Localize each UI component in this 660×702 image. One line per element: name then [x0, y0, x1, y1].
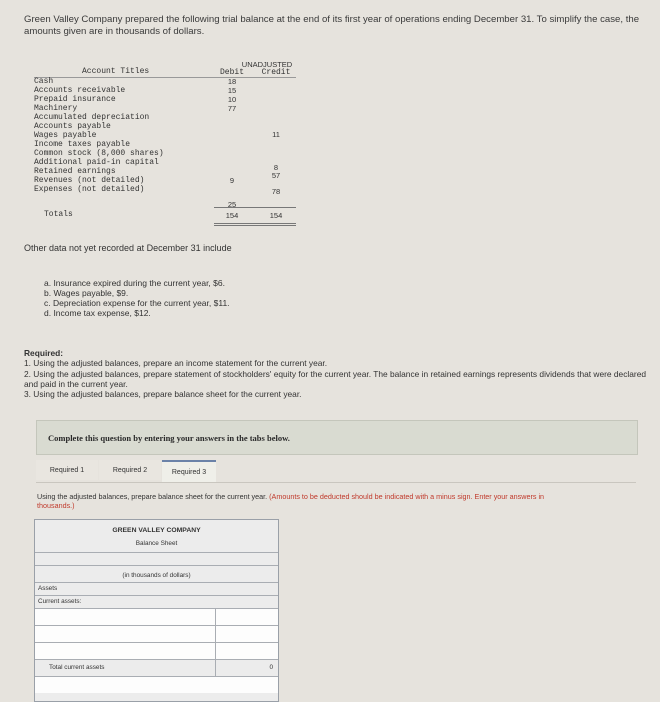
col-header-credit: Credit — [261, 68, 291, 77]
tb-account: Accumulated depreciation — [34, 113, 150, 122]
col-header-debit: Debit — [219, 68, 244, 77]
divider — [35, 565, 278, 566]
instruction-banner — [36, 420, 638, 455]
tb-debit: 77 — [227, 104, 237, 113]
tb-debit: 18 — [227, 77, 237, 86]
account-select[interactable] — [35, 609, 216, 625]
tab-instruction — [37, 492, 568, 510]
tab-required-1[interactable]: Required 1 — [36, 460, 98, 480]
tb-account: Cash — [34, 77, 54, 86]
tb-debit: 25 — [227, 200, 237, 209]
required-item: 2. Using the adjusted balances, prepare statement of stockholders' equity for the current year. The balance in retained earnings represents dividends that were declared and paid in the current year. — [24, 368, 647, 389]
double-underline — [214, 223, 296, 228]
tb-account: Machinery — [34, 104, 78, 113]
tb-account: Income taxes payable — [34, 140, 131, 149]
tab-required-3[interactable]: Required 3 — [162, 460, 216, 482]
divider — [35, 582, 278, 583]
statement-title: Balance Sheet — [135, 540, 178, 547]
intro-text: Green Valley Company prepared the following trial balance at the end of its first year of operations ending December 31. To simplify the case, the amounts given are in thousands of dollars. — [24, 14, 640, 37]
units-label: (in thousands of dollars) — [122, 572, 191, 579]
tb-row — [34, 113, 296, 121]
tab-bar — [36, 460, 636, 482]
current-asset-row-2[interactable] — [35, 626, 278, 643]
tb-account: Retained earnings — [34, 167, 116, 176]
tb-total-credit: 154 — [269, 211, 283, 220]
instruction-text: Using the adjusted balances, prepare balance sheet for the current year. — [37, 492, 268, 501]
trial-balance-group-header: UNADJUSTED — [241, 60, 293, 69]
tb-row — [34, 95, 296, 103]
tb-row — [34, 77, 296, 85]
divider — [35, 595, 278, 596]
required-item: 3. Using the adjusted balances, prepare balance sheet for the current year. — [24, 389, 302, 400]
list-item: b. Wages payable, $9. — [44, 288, 129, 298]
col-header-account-titles: Account Titles — [82, 67, 150, 76]
tb-debit: 15 — [227, 86, 237, 95]
tb-total-debit: 154 — [225, 211, 239, 220]
divider — [35, 552, 278, 553]
assets-label: Assets — [38, 585, 58, 592]
tb-total-label: Totals — [44, 210, 73, 219]
tb-account: Expenses (not detailed) — [34, 185, 145, 194]
tb-row — [34, 104, 296, 112]
current-asset-row-1[interactable] — [35, 609, 278, 626]
list-item: a. Insurance expired during the current year, $6. — [44, 278, 225, 288]
tb-row — [34, 86, 296, 94]
tb-account: Prepaid insurance — [34, 95, 116, 104]
next-input-row[interactable] — [35, 677, 278, 693]
column-divider — [215, 660, 216, 676]
required-section — [24, 348, 654, 399]
account-select[interactable] — [35, 626, 216, 642]
tb-credit: 57 — [271, 171, 281, 180]
company-name: GREEN VALLEY COMPANY — [112, 527, 201, 534]
tb-credit: 11 — [272, 130, 280, 139]
required-item: 1. Using the adjusted balances, prepare an income statement for the current year. — [24, 358, 328, 369]
current-assets-label: Current assets: — [38, 598, 82, 605]
other-data-heading: Other data not yet recorded at December 31 include — [24, 243, 232, 253]
tb-account: Additional paid-in capital — [34, 158, 159, 167]
required-heading: Required: — [24, 348, 64, 358]
total-current-assets-label: Total current assets — [49, 664, 105, 671]
balance-sheet-form — [34, 519, 279, 702]
tb-credit: 8 — [273, 163, 279, 172]
trial-balance — [34, 60, 296, 236]
current-asset-row-3[interactable] — [35, 643, 278, 660]
list-item: c. Depreciation expense for the current year, $11. — [44, 298, 230, 308]
banner-text: Complete this question by entering your answers in the tabs below. — [48, 433, 290, 443]
account-select[interactable] — [35, 643, 216, 659]
sum-line — [214, 207, 296, 208]
tb-debit: 10 — [227, 95, 237, 104]
tb-debit: 9 — [229, 176, 235, 185]
tb-credit: 78 — [271, 187, 281, 196]
tb-total-row — [34, 210, 296, 218]
tb-account: Revenues (not detailed) — [34, 176, 145, 185]
list-item: d. Income tax expense, $12. — [44, 308, 151, 318]
tb-account: Accounts payable — [34, 122, 111, 131]
instruction-note: (Amounts to be deducted should be indicated with a minus sign. Enter your answers in thousands.) — [37, 492, 545, 510]
tb-row — [34, 185, 296, 209]
other-data-list — [44, 278, 230, 318]
tb-account: Common stock (8,000 shares) — [34, 149, 164, 158]
tb-account: Wages payable — [34, 131, 97, 140]
tb-row — [34, 140, 296, 148]
total-current-assets-value: 0 — [269, 664, 273, 671]
total-current-assets-row — [35, 660, 278, 677]
tab-required-2[interactable]: Required 2 — [99, 460, 161, 480]
tb-row — [34, 131, 296, 139]
tb-account: Accounts receivable — [34, 86, 126, 95]
